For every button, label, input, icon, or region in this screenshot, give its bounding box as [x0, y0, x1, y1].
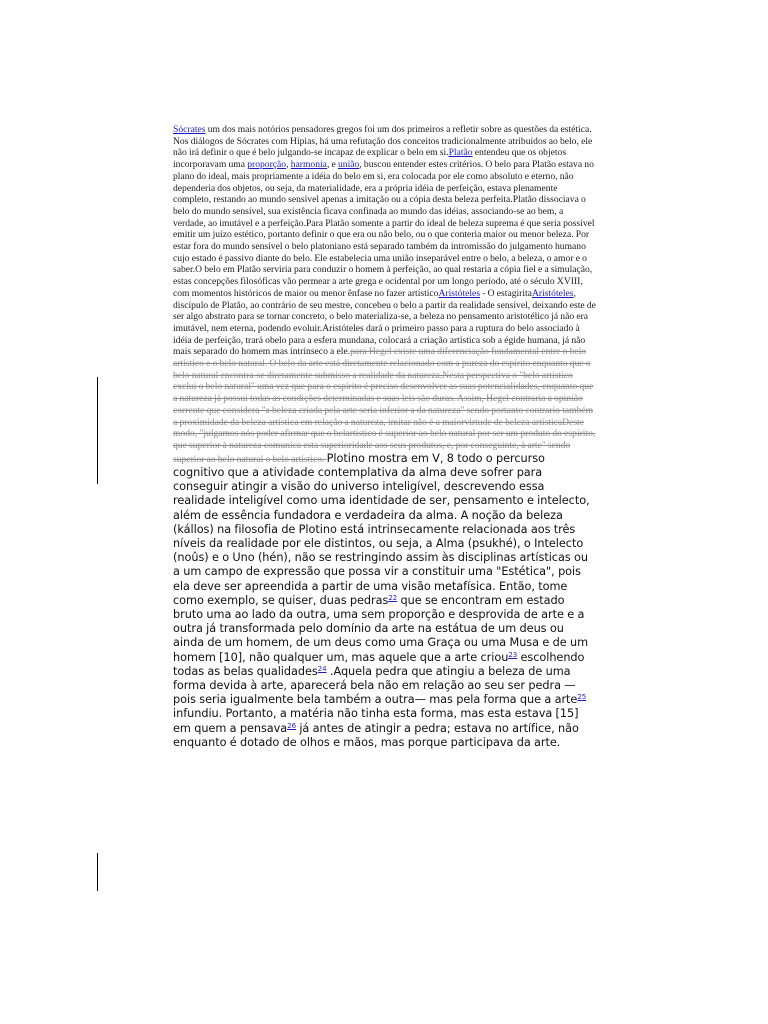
text-run: , e — [326, 159, 338, 171]
footnote-ref — [287, 722, 296, 730]
link-aristoteles-2[interactable]: Aristóteles — [531, 287, 574, 299]
footnote-link-23[interactable]: 23 — [508, 650, 518, 659]
link-proporcao[interactable]: proporção — [247, 159, 287, 171]
link-harmonia[interactable]: harmonia — [290, 159, 327, 171]
text-run: - O estagirita — [480, 287, 532, 299]
text-run: Plotino mostra em V, 8 todo o percurso cognitivo que a atividade contemplativa da alma deve sofrer para conseguir atingir a visão do universo inteligível, descrevendo essa realidade inteligível como uma identidade de ser, pensamento e intelecto, além de essência fundadora e verdadeira da alma. A noção da beleza (kállos) na filosofia de Plotino está intrinsecamente relacionada aos três níveis da realidade por ele distintos, ou seja, a Alma (psukhé), o Intelecto (noûs) e o Uno (hén), não se restringindo assim às disciplinas artísticas ou a um campo de expressão que possa vir a constituir uma "Estética", pois ela deve ser apreendida a partir de uma visão metafísica. Então, tome como exemplo, se quiser, duas pedras — [173, 451, 590, 607]
text-run: que se encontram em estado bruto uma ao lado da outra, uma sem proporção e desprovida de arte e a outra já transformada pelo domínio da arte na estátua de um deus ou ainda de um homem, de um deus como uma Graça ou uma Musa e de um homem [10], não qualquer um, mas aquele que a arte criou — [173, 593, 589, 664]
link-socrates[interactable]: Sócrates — [173, 124, 206, 135]
text-run: , discípulo de Platão, ao contrário de seu mestre, concebeu o belo a partir da realidade sensível, deixando este de ser algo abstrato para se tornar concreto, o belo materializa-se, a beleza no pensamento aristotélico já não era imutável, nem eterna, podendo evoluir.Aristóteles dará o primeiro passo para a ruptura do belo associado à idéia de perfeição, trará obelo para a esfera mundana, colocará a criação artística sob a égide humana, já não mais separado do homem mas intrínseco a ele. — [173, 287, 596, 358]
footnote-link-26[interactable]: 26 — [287, 721, 296, 730]
footnote-ref — [388, 594, 397, 602]
text-run: escolhendo todas as belas qualidades — [173, 650, 585, 678]
text-run: , buscou entender estes critérios. O belo para Platão estava no plano do ideal, mais propriamente a idéia do belo em si, era colocada por ele como absoluto e eterno, não dependeria dos objetos, ou seja, da materialidade, era a própria idéia de perfeição, estava plenamente completo, restando ao mundo sensível apenas a imitação ou a cópia desta beleza perfeita.Platão dissociava o belo do mundo sensível, sua existência ficava confinada ao mundo das idéias, associando-se ao bem, a verdade, ao imutável e a perfeição.Para Platão somente a partir do ideal de beleza suprema é que seria possível emitir um juízo estético, portanto definir o que era ou não belo, ou o que conteria maior ou menor beleza. Por estar fora do mundo sensível o belo platoniano está separado também da intromissão do julgamento humano cujo estado é passivo diante do belo. Ele estabelecia uma união inseparável entre o belo, a beleza, o amor e o saber.O belo em Platão serviria para conduzir o homem à perfeição, ao qual restaria a cópia fiel e a simulação, estas concepções filosóficas vão permear a arte grega e ocidental por um longo período, até o século XVIII, com momentos históricos de maior ou menor ênfase no fazer artístico — [173, 159, 595, 299]
text-run: um dos mais notórios pensadores gregos foi um dos primeiros a refletir sobre as questões da estética. Nos diálogos de Sócrates com Hípias, há uma refutação dos conceitos tradicionalmente atribuídos ao belo, ele não irá definir o que é belo julgando-se incapaz de explicar o belo em si. — [173, 124, 593, 159]
text-run: infundiu. Portanto, a matéria não tinha esta forma, mas esta estava [15] em quem a pensava — [173, 707, 579, 735]
paragraph-plotino — [173, 452, 590, 749]
footnote-link-24[interactable]: 24 — [317, 664, 327, 673]
footnote-ref — [318, 665, 327, 673]
footnote-link-25[interactable]: 25 — [577, 693, 587, 702]
footnote-ref — [577, 693, 586, 701]
text-run: entendeu que os objetos incorporavam uma — [173, 147, 567, 171]
revision-bar-bottom — [97, 853, 98, 891]
document-page — [173, 124, 596, 750]
link-uniao[interactable]: união — [338, 159, 360, 171]
text-run: , — [286, 159, 291, 171]
paragraph-aesthetics-history — [173, 124, 596, 750]
revision-bar-top — [97, 377, 98, 484]
text-run: .Aquela pedra que atingiu a beleza de uma forma devida à arte, aparecerá bela não em relação ao seu ser pedra —pois seria igualmente bela também a outra— mas pela forma que a arte — [173, 664, 578, 707]
deleted-text-hegel: para Hegel existe uma diferenciação fundamental entre o belo artístico e o belo natural. O belo da arte está diretamente relacionado com a pureza do espírito enquanto que o belo natural encontra-se diretamente submisso a realidade da natureza.Nesta perspectiva o "belo artístico exclui o belo natural" uma vez que para o espírito é preciso desenvolver as suas potencialidades, enquanto que a natureza já possui todas as condições determinadas e suas leis são duras. Assim, Hegel contraria a opinião corrente que considera "a beleza criada pela arte seria inferior a da natureza" sendo portanto contrario também a proximidade da beleza artística em relação a natureza, imitar não é a maiorvirtude de beleza artísticaDeste modo, "julgamos nós poder afirmar que o belartístico é superior ao belo natural por ser um produto do espírito, que superior à natureza comunica esta superioridade aos seus produtos, e, por conseguinte, à arte" sendo superior ao belo natural o belo artístico. — [173, 346, 596, 465]
footnote-ref — [508, 651, 517, 659]
text-run: já antes de atingir a pedra; estava no artífice, não enquanto é dotado de olhos e mãos, mas porque participava da arte. — [173, 721, 579, 749]
link-aristoteles[interactable]: Aristóteles — [438, 287, 481, 299]
link-platao[interactable]: Platão — [448, 147, 473, 159]
footnote-link-22[interactable]: 22 — [388, 593, 398, 602]
